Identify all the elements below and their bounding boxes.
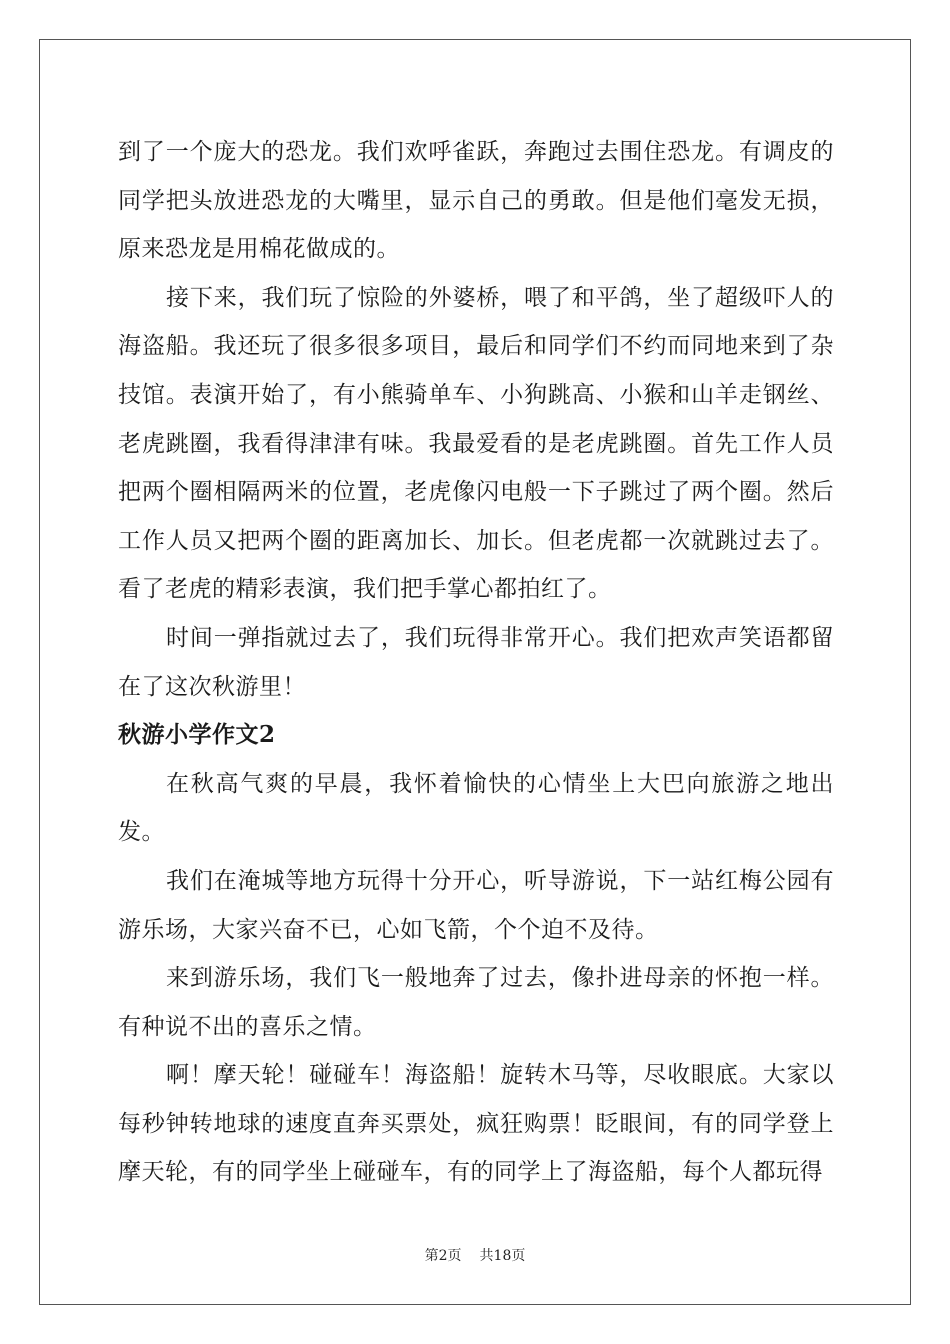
paragraph: 啊！摩天轮！碰碰车！海盗船！旋转木马等，尽收眼底。大家以每秒钟转地球的速度直奔买票处，疯狂购票！眨眼间，有的同学登上摩天轮，有的同学坐上碰碰车，有的同学上了海盗船，每个人都玩得 [118, 1062, 834, 1186]
paragraph: 时间一弹指就过去了，我们玩得非常开心。我们把欢声笑语都留在了这次秋游里！ [118, 624, 834, 700]
page-total: 共18页 [479, 1248, 526, 1264]
paragraph: 来到游乐场，我们飞一般地奔了过去，像扑进母亲的怀抱一样。有种说不出的喜乐之情。 [118, 965, 834, 1040]
section-title: 秋游小学作文2 [118, 721, 276, 749]
paragraph: 在秋高气爽的早晨，我怀着愉快的心情坐上大巴向旅游之地出发。 [118, 770, 834, 846]
paragraph: 我们在淹城等地方玩得十分开心，听导游说，下一站红梅公园有游乐场，大家兴奋不已，心如飞箭，个个迫不及待。 [118, 867, 834, 943]
document-body [118, 128, 834, 1197]
paragraph: 接下来，我们玩了惊险的外婆桥，喂了和平鸽，坐了超级吓人的海盗船。我还玩了很多很多项目，最后和同学们不约而同地来到了杂技馆。表演开始了，有小熊骑单车、小狗跳高、小猴和山羊走钢丝、老虎跳圈，我看得津津有味。我最爱看的是老虎跳圈。首先工作人员把两个圈相隔两米的位置，老虎像闪电般一下子跳过了两个圈。然后工作人员又把两个圈的距离加长、加长。但老虎都一次就跳过去了。看了老虎的精彩表演，我们把手掌心都拍红了。 [118, 284, 834, 603]
paragraph: 到了一个庞大的恐龙。我们欢呼雀跃，奔跑过去围住恐龙。有调皮的同学把头放进恐龙的大嘴里，显示自己的勇敢。但是他们毫发无损，原来恐龙是用棉花做成的。 [118, 139, 834, 263]
page-footer [0, 1245, 950, 1265]
page-number: 第2页 [424, 1248, 462, 1264]
